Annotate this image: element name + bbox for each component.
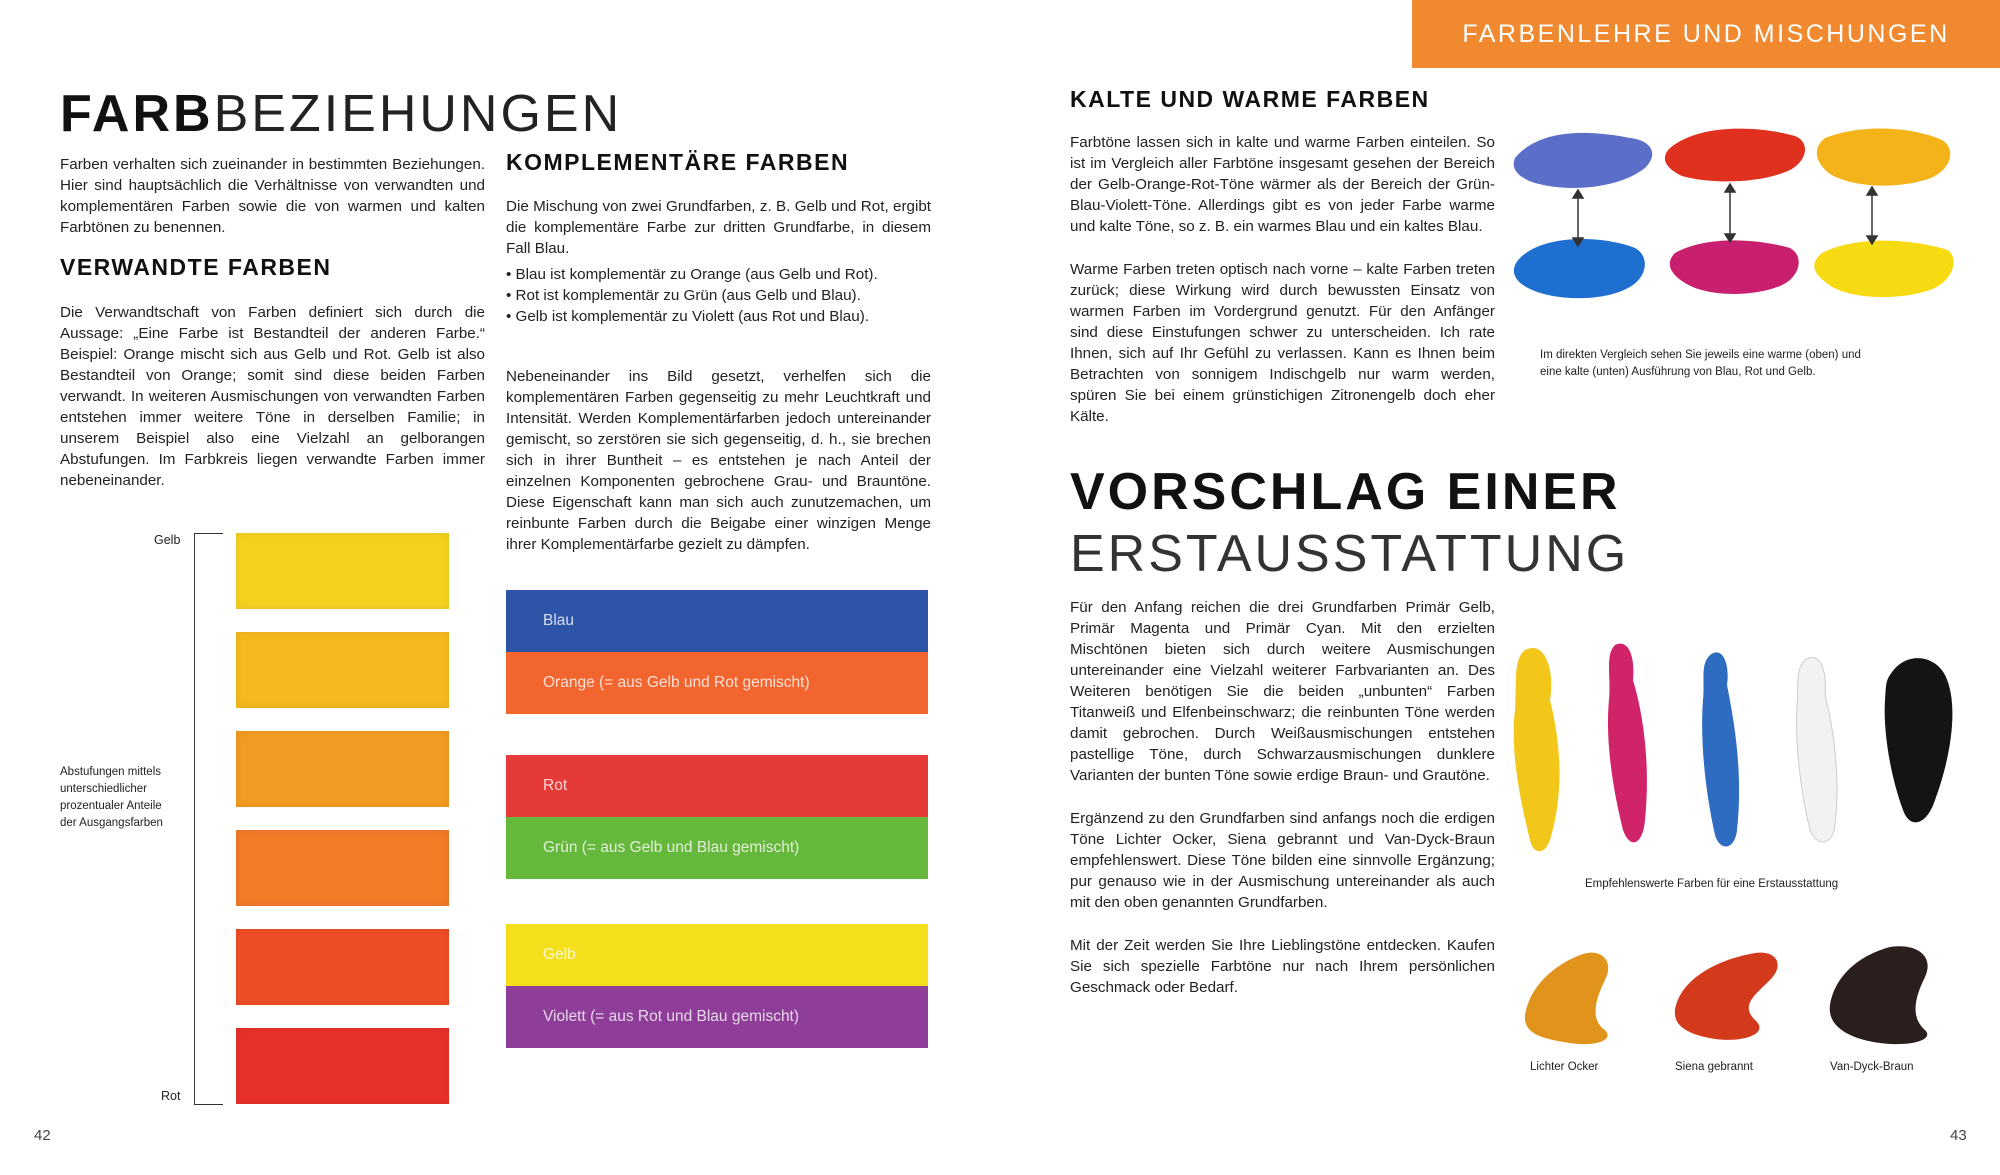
warm-blue-stroke <box>1514 133 1653 188</box>
verwandte-text: Die Verwandtschaft von Farben definiert sich durch die Aussage: „Eine Farbe ist Bestandteil der anderen Farbe.“ Beispiel: Orange mischt sich aus Gelb und Rot. Gelb ist also Bestandteil von Orange; somit sind diese beiden Farben verwandt. In weiteren Ausmischungen von verwandten Farben entstehen immer weitere Töne in derselben Familie; in unserem Beispiel also eine Vielzahl an gelborangen Abstufungen. Im Farbkreis liegen verwandte Farben immer nebeneinander. <box>60 304 485 489</box>
page-title-bold: FARB <box>60 85 214 143</box>
complement-bar-rot: Rot <box>506 755 928 817</box>
vorschlag-heading-line1: VORSCHLAG EINER <box>1070 463 1621 521</box>
gradient-caption: Abstufungen mittels unterschiedlicher prozentualer Anteile der Ausgangsfarben <box>60 766 163 829</box>
warm-cold-paint-swatches <box>1510 118 1960 318</box>
earth-label-ocker: Lichter Ocker <box>1530 1061 1599 1073</box>
kalt-warm-caption: Im direkten Vergleich sehen Sie jeweils eine warme (oben) und eine kalte (unten) Ausführung von Blau, Rot und Gelb. <box>1540 349 1861 378</box>
basic-paint-strokes <box>1505 640 1965 870</box>
gradient-label-bottom: Rot <box>161 1089 181 1103</box>
vorschlag-heading-line2: ERSTAUSSTATTUNG <box>1070 525 1630 583</box>
komplementaer-bullets <box>506 264 931 327</box>
intro-text: Farben verhalten sich zueinander in bestimmten Beziehungen. Hier sind hauptsächlich die Verhältnisse von verwandten und komplementären Farben sowie die von warmen und kalten Farbtönen zu benennen. <box>60 156 485 236</box>
warm-red-stroke <box>1665 129 1805 182</box>
cyan-paint-stroke <box>1702 652 1739 846</box>
earth-paint-strokes <box>1515 935 1965 1055</box>
earth-label-vandyck: Van-Dyck-Braun <box>1830 1061 1914 1073</box>
complement-bar-orange: Orange (= aus Gelb und Rot gemischt) <box>506 652 928 714</box>
komplementaer-text-1: Die Mischung von zwei Grundfarben, z. B. Gelb und Rot, ergibt die komplementäre Farbe zur dritten Grundfarbe, in diesem Fall Blau. <box>506 198 931 257</box>
gradient-bracket <box>194 533 223 1105</box>
page-number-right: 43 <box>1950 1127 1967 1144</box>
bullet-item: • Rot ist komplementär zu Grün (aus Gelb und Blau). <box>506 285 931 306</box>
vorschlag-text-2: Ergänzend zu den Grundfarben sind anfangs noch die erdigen Töne Lichter Ocker, Siena gebrannt und Van-Dyck-Braun empfehlenswert. Diese Töne bilden eine sinnvolle Ergänzung; pur genauso wie in der Ausmischung untereinander als auch mit den oben genannten Grundfarben. <box>1070 810 1495 911</box>
page-title <box>60 85 623 143</box>
page-number-left: 42 <box>34 1127 51 1144</box>
warm-yellow-stroke <box>1817 128 1950 185</box>
complement-bar-blau: Blau <box>506 590 928 652</box>
complement-bar-violett: Violett (= aus Rot und Blau gemischt) <box>506 986 928 1048</box>
earth-label-siena: Siena gebrannt <box>1675 1061 1754 1073</box>
complement-bar-gruen: Grün (= aus Gelb und Blau gemischt) <box>506 817 928 879</box>
vandyck-paint-stroke <box>1830 946 1928 1044</box>
strokes-caption: Empfehlenswerte Farben für eine Erstausstattung <box>1585 878 1839 890</box>
page-title-light: BEZIEHUNGEN <box>213 85 623 143</box>
vorschlag-text-1: Für den Anfang reichen die drei Grundfarben Primär Gelb, Primär Magenta und Primär Cyan. Mit den erzielten Mischtönen bieten sich durch weitere Ausmischungen untereinander eine Vielzahl weiterer Farbvarianten an. Des Weiteren benötigen Sie die beiden „unbunten“ Farben Titanweiß und Elfenbeinschwarz; die reinbunten Töne werden damit gebrochen. Durch Weißausmischungen entstehen pastellige Töne, durch Schwarzausmischungen dunklere Varianten der bunten Töne sowie erdige Braun- und Grautöne. <box>1070 599 1495 784</box>
kalt-warm-text-1: Farbtöne lassen sich in kalte und warme Farben einteilen. So ist im Vergleich aller Farbtöne insgesamt gesehen der Bereich der Gelb-Orange-Rot-Töne wärmer als der Bereich der Grün-Blau-Violett-Töne. Allerdings gibt es von jeder Farbe warme und kalte Töne, so z. B. ein warmes Blau und ein kaltes Blau. <box>1070 134 1495 235</box>
gradient-label-top: Gelb <box>154 533 181 547</box>
gradient-swatch-6 <box>236 1028 449 1104</box>
gradient-swatch-5 <box>236 929 449 1005</box>
gradient-swatch-3 <box>236 731 449 807</box>
kalt-warm-heading: KALTE UND WARME FARBEN <box>1070 86 1430 112</box>
complement-bar-gelb: Gelb <box>506 924 928 986</box>
black-paint-stroke <box>1885 658 1953 822</box>
komplementaer-text-2: Nebeneinander ins Bild gesetzt, verhelfen sich die komplementären Farben gegenseitig zu mehr Leuchtkraft und Intensität. Werden Komplementärfarben jedoch untereinander gemischt, so zerstören sie sich gegenseitig, d. h., sie brechen sich in ihrer Buntheit – es entstehen je nach Anteil der einzelnen Komponenten gebrochene Grau- und Brauntöne. Diese Eigenschaft kann man sich auch zunutzemachen, um reinbunte Farben durch die Beigabe einer winzigen Menge ihrer Komplementärfarbe gezielt zu dämpfen. <box>506 368 931 553</box>
cold-yellow-stroke <box>1814 241 1953 297</box>
kalt-warm-text-2: Warme Farben treten optisch nach vorne – kalte Farben treten zurück; diese Wirkung wird durch bewussten Einsatz von warmen Farben im Vordergrund genutzt. Für den Anfänger sind diese Einstufungen schwer zu unterscheiden. Ich rate Ihnen, sich auf Ihr Gefühl zu verlassen. Kann es Ihnen beim Betrachten von sonnigem Indischgelb nur warm werden, spüren Sie bei einem grünstichigen Zitronengelb doch eher Kälte. <box>1070 261 1495 425</box>
gradient-swatch-4 <box>236 830 449 906</box>
yellow-paint-stroke <box>1514 648 1560 851</box>
gradient-swatch-2 <box>236 632 449 708</box>
vorschlag-text-3: Mit der Zeit werden Sie Ihre Lieblingstöne entdecken. Kaufen Sie sich spezielle Farbtöne nur nach Ihrem persönlichen Geschmack oder Bedarf. <box>1070 937 1495 996</box>
bullet-item: • Gelb ist komplementär zu Violett (aus Rot und Blau). <box>506 306 931 327</box>
white-paint-stroke <box>1797 657 1837 842</box>
ocker-paint-stroke <box>1525 953 1608 1045</box>
siena-paint-stroke <box>1675 953 1778 1040</box>
cold-blue-stroke <box>1514 239 1645 298</box>
section-header-tab: FARBENLEHRE UND MISCHUNGEN <box>1412 0 2000 68</box>
verwandte-heading: VERWANDTE FARBEN <box>60 254 332 280</box>
gradient-swatch-1 <box>236 533 449 609</box>
magenta-paint-stroke <box>1608 644 1647 843</box>
komplementaer-heading: KOMPLEMENTÄRE FARBEN <box>506 149 850 175</box>
bullet-item: • Blau ist komplementär zu Orange (aus Gelb und Rot). <box>506 264 931 285</box>
cold-magenta-stroke <box>1670 240 1799 294</box>
